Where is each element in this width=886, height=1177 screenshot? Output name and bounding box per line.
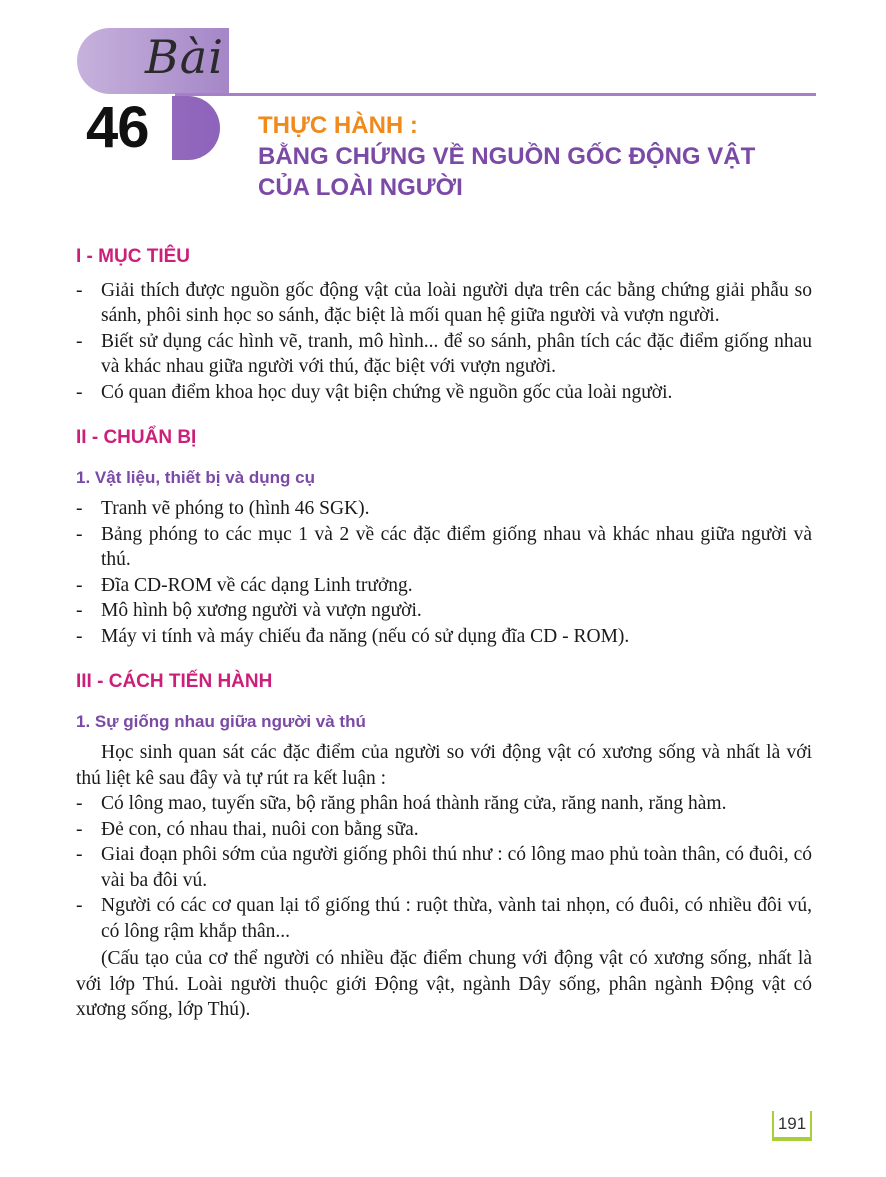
section-heading-preparation: II - CHUẨN BỊ <box>76 427 197 448</box>
section-heading-objectives: I - MỤC TIÊU <box>76 246 190 267</box>
list-item: - Có lông mao, tuyến sữa, bộ răng phân hoá thành răng cửa, răng nanh, răng hàm. <box>76 791 812 817</box>
list-item: - Mô hình bộ xương người và vượn người. <box>76 598 812 624</box>
subheading-materials: 1. Vật liệu, thiết bị và dụng cụ <box>76 467 315 487</box>
similarity-list <box>76 791 812 944</box>
conclusion-paragraph: (Cấu tạo của cơ thể người có nhiều đặc điểm chung với động vật có xương sống, nhất là với lớp Thú. Loài người thuộc giới Động vật, ngành Dây sống, phân ngành Động vật có xương sống, lớp Thú). <box>76 948 812 1020</box>
title-line-1: THỰC HÀNH : <box>258 112 418 139</box>
list-item: - Có quan điểm khoa học duy vật biện chứng về nguồn gốc của loài người. <box>76 380 812 406</box>
list-item: - Giai đoạn phôi sớm của người giống phôi thú như : có lông mao phủ toàn thân, có đuôi, có vài ba đôi vú. <box>76 842 812 893</box>
bai-label: Bài <box>145 30 224 84</box>
list-item: - Biết sử dụng các hình vẽ, tranh, mô hình... để so sánh, phân tích các đặc điểm giống nhau và khác nhau giữa người với thú, đặc biệt với vượn người. <box>76 329 812 380</box>
section-heading-procedure: III - CÁCH TIẾN HÀNH <box>76 671 273 692</box>
subheading-similarity: 1. Sự giống nhau giữa người và thú <box>76 711 366 731</box>
lesson-title <box>258 110 755 203</box>
page-number: 191 <box>774 1111 810 1137</box>
list-item: - Máy vi tính và máy chiếu đa năng (nếu có sử dụng đĩa CD - ROM). <box>76 624 812 650</box>
intro-paragraph: Học sinh quan sát các đặc điểm của người so với động vật có xương sống và nhất là với thú liệt kê sau đây và tự rút ra kết luận : <box>76 742 812 789</box>
title-line-2: BẰNG CHỨNG VỀ NGUỒN GỐC ĐỘNG VẬT <box>258 143 756 170</box>
page-content <box>76 244 812 1023</box>
list-item: - Tranh vẽ phóng to (hình 46 SGK). <box>76 496 812 522</box>
lesson-number: 46 <box>86 95 149 160</box>
list-item: - Đẻ con, có nhau thai, nuôi con bằng sữa. <box>76 817 812 843</box>
title-rule <box>175 93 816 96</box>
materials-list <box>76 496 812 649</box>
list-item: - Giải thích được nguồn gốc động vật của loài người dựa trên các bằng chứng giải phẫu so sánh, phôi sinh học so sánh, đặc biệt là mối quan hệ giữa người và vượn người. <box>76 278 812 329</box>
objectives-list <box>76 278 812 406</box>
list-item: - Đĩa CD-ROM về các dạng Linh trưởng. <box>76 573 812 599</box>
list-item: - Người có các cơ quan lại tổ giống thú : ruột thừa, vành tai nhọn, có đuôi, có nhiều đôi vú, có lông rậm khắp thân... <box>76 893 812 944</box>
list-item: - Bảng phóng to các mục 1 và 2 về các đặc điểm giống nhau và khác nhau giữa người và thú. <box>76 522 812 573</box>
title-line-3: CỦA LOÀI NGƯỜI <box>258 174 463 201</box>
